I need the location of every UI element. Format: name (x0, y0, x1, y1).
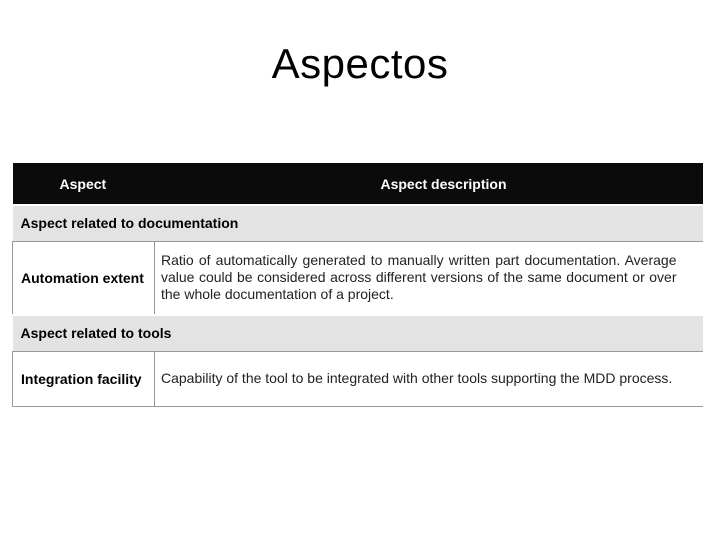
slide-title: Aspectos (271, 40, 449, 87)
section-row-documentation (13, 205, 703, 241)
section-title: Aspect related to tools (13, 315, 703, 351)
section-row-tools (13, 315, 703, 351)
aspect-name: Integration facility (13, 351, 155, 406)
aspect-description: Ratio of automatically generated to manually written part documentation. Average value could be considered across different versions of the same document or over the whole documentation of a project. (155, 241, 703, 315)
section-title: Aspect related to documentation (13, 205, 703, 241)
aspect-description: Capability of the tool to be integrated with other tools supporting the MDD process. (155, 351, 703, 406)
header-aspect: Aspect (59, 175, 107, 192)
table-header-row (13, 163, 703, 205)
aspect-name: Automation extent (13, 241, 155, 315)
table-row (13, 351, 703, 406)
header-aspect-description: Aspect description (380, 175, 507, 192)
aspects-table (12, 163, 703, 407)
table-row (13, 241, 703, 315)
